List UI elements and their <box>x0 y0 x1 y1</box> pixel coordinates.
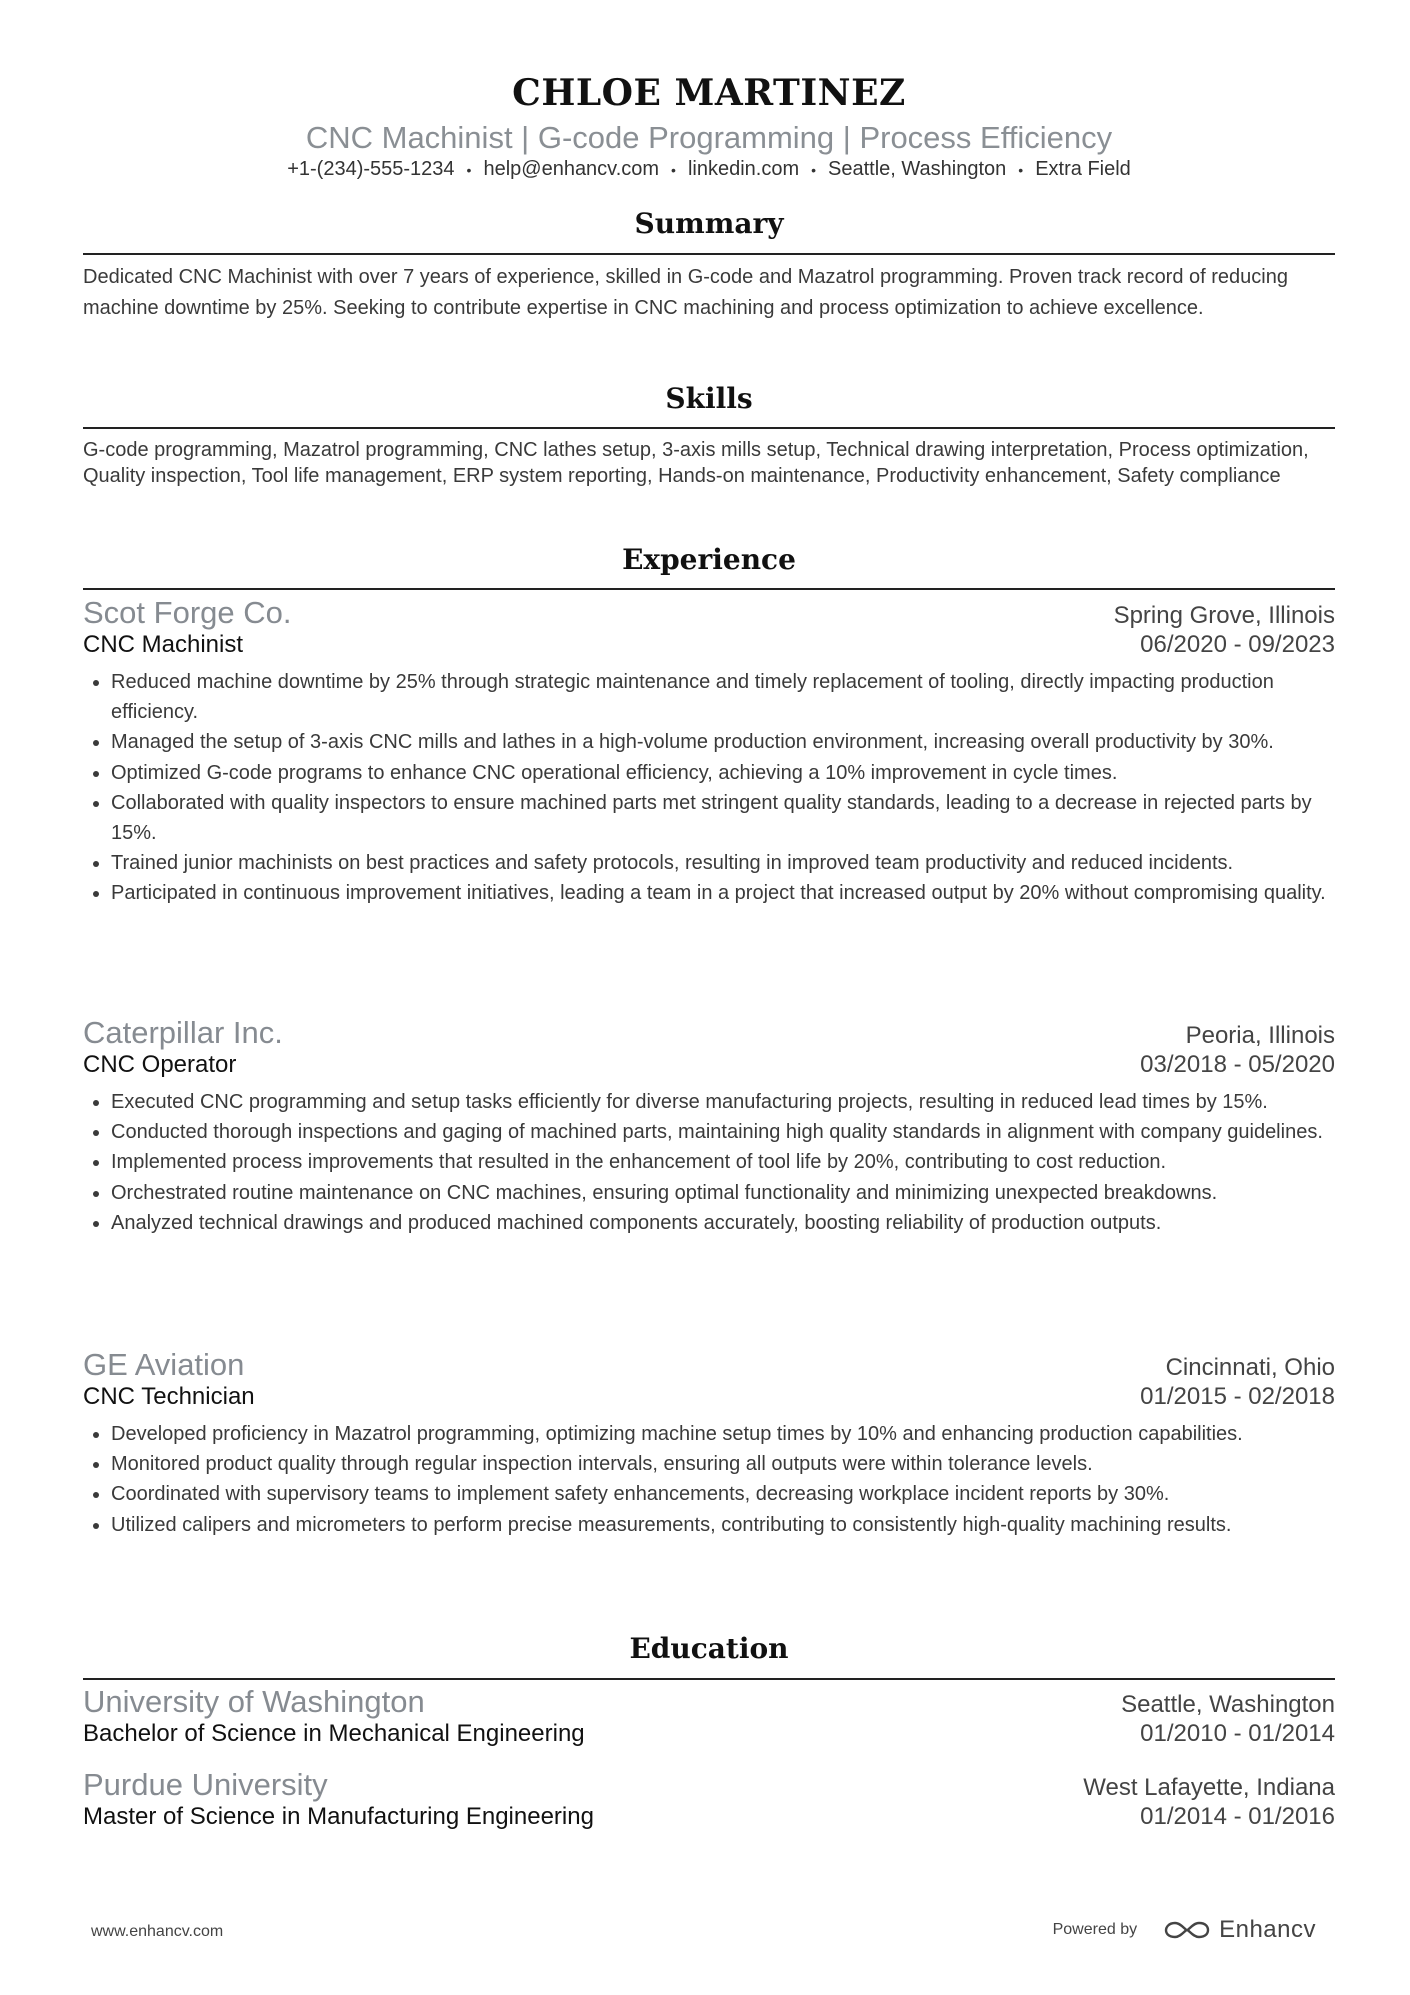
summary-divider <box>83 253 1335 255</box>
bullet-item: Collaborated with quality inspectors to ensure machined parts met stringent quality standards, leading to a decrease in rejected parts by 15%. <box>111 788 1335 848</box>
bullet-item: Conducted thorough inspections and gaging of machined parts, maintaining high quality standards in alignment with company guidelines. <box>111 1117 1335 1147</box>
footer-website-link[interactable]: www.enhancv.com <box>91 1923 224 1940</box>
job-dates: 01/2015 - 02/2018 <box>1140 1383 1335 1410</box>
education-dates: 01/2014 - 01/2016 <box>1140 1803 1335 1830</box>
bullet-item: Optimized G-code programs to enhance CNC operational efficiency, achieving a 10% improvement in cycle times. <box>111 758 1335 788</box>
school-location: West Lafayette, Indiana <box>1083 1774 1335 1801</box>
summary-text: Dedicated CNC Machinist with over 7 years of experience, skilled in G-code and Mazatrol programming. Proven track record of reducing machine downtime by 25%. Seeking to contribute expertise in CNC machining and process optimization to achieve excellence. <box>83 266 1288 319</box>
bullet-item: Participated in continuous improvement initiatives, leading a team in a project that increased output by 20% without compromising quality. <box>111 878 1335 908</box>
contact-phone[interactable]: +1-(234)-555-1234 <box>287 158 455 180</box>
contact-separator: • <box>1018 161 1024 178</box>
job-title: CNC Machinist <box>83 631 244 658</box>
bullet-item: Coordinated with supervisory teams to implement safety enhancements, decreasing workplace incident reports by 30%. <box>111 1479 1335 1509</box>
job-dates: 03/2018 - 05/2020 <box>1140 1051 1335 1078</box>
enhancv-infinity-logo-icon <box>1163 1918 1211 1942</box>
bullet-item: Implemented process improvements that resulted in the enhancement of tool life by 20%, contributing to cost reduction. <box>111 1147 1335 1177</box>
enhancv-logo-text: Enhancv <box>1219 1916 1316 1943</box>
experience-heading: Experience <box>622 543 796 576</box>
education-heading: Education <box>629 1632 789 1665</box>
headline: CNC Machinist | G-code Programming | Process Efficiency <box>305 120 1113 155</box>
job-bullets <box>83 1419 1335 1540</box>
contact-linkedin[interactable]: linkedin.com <box>687 158 800 180</box>
company-name: Caterpillar Inc. <box>83 1015 283 1050</box>
degree: Bachelor of Science in Mechanical Engineering <box>83 1720 585 1747</box>
education-divider <box>83 1678 1335 1680</box>
job-location: Peoria, Illinois <box>1185 1022 1335 1049</box>
contact-extra-field: Extra Field <box>1035 158 1131 180</box>
skills-divider <box>83 427 1335 429</box>
job-title: CNC Technician <box>83 1383 255 1410</box>
company-name: GE Aviation <box>83 1347 245 1382</box>
education-entry <box>83 1767 1335 1831</box>
school-name: University of Washington <box>83 1684 425 1719</box>
bullet-item: Orchestrated routine maintenance on CNC machines, ensuring optimal functionality and minimizing unexpected breakdowns. <box>111 1178 1335 1208</box>
job-bullets <box>83 667 1335 909</box>
enhancv-logo[interactable] <box>1163 1916 1316 1944</box>
skills-heading: Skills <box>665 382 753 415</box>
education-dates: 01/2010 - 01/2014 <box>1140 1720 1335 1747</box>
degree: Master of Science in Manufacturing Engineering <box>83 1803 594 1830</box>
contact-separator: • <box>466 161 472 178</box>
bullet-item: Reduced machine downtime by 25% through strategic maintenance and timely replacement of tooling, directly impacting production efficiency. <box>111 667 1335 727</box>
experience-divider <box>83 588 1335 590</box>
experience-entry <box>83 1015 1335 1238</box>
bullet-item: Analyzed technical drawings and produced machined components accurately, boosting reliability of production outputs. <box>111 1208 1335 1238</box>
education-entry <box>83 1684 1335 1748</box>
powered-by-label: Powered by <box>1052 1921 1138 1938</box>
school-name: Purdue University <box>83 1767 328 1802</box>
bullet-item: Trained junior machinists on best practices and safety protocols, resulting in improved team productivity and reduced incidents. <box>111 848 1335 878</box>
job-title: CNC Operator <box>83 1051 237 1078</box>
contact-separator: • <box>671 161 676 178</box>
skills-text: G-code programming, Mazatrol programming, CNC lathes setup, 3-axis mills setup, Technical drawing interpretation, Process optimization, Quality inspection, Tool life management, ERP system reporting, Hands-on maintenance, Productivity enhancement, Safety compliance <box>83 439 1309 487</box>
job-location: Cincinnati, Ohio <box>1165 1354 1335 1381</box>
candidate-name: CHLOE MARTINEZ <box>512 72 906 114</box>
bullet-item: Developed proficiency in Mazatrol programming, optimizing machine setup times by 10% and enhancing production capabilities. <box>111 1419 1335 1449</box>
footer-branding <box>1053 1916 1316 1944</box>
bullet-item: Monitored product quality through regular inspection intervals, ensuring all outputs were within tolerance levels. <box>111 1449 1335 1479</box>
job-dates: 06/2020 - 09/2023 <box>1140 631 1335 658</box>
company-name: Scot Forge Co. <box>83 595 292 630</box>
contact-email[interactable]: help@enhancv.com <box>483 158 660 180</box>
bullet-item: Utilized calipers and micrometers to perform precise measurements, contributing to consistently high-quality machining results. <box>111 1510 1335 1540</box>
summary-heading: Summary <box>634 207 784 240</box>
contact-line <box>83 158 1335 181</box>
school-location: Seattle, Washington <box>1121 1691 1335 1718</box>
job-location: Spring Grove, Illinois <box>1113 602 1335 629</box>
experience-entry <box>83 1347 1335 1540</box>
contact-separator: • <box>811 161 817 178</box>
bullet-item: Managed the setup of 3-axis CNC mills and lathes in a high-volume production environment, increasing overall productivity by 30%. <box>111 727 1335 757</box>
contact-location: Seattle, Washington <box>828 158 1007 180</box>
job-bullets <box>83 1087 1335 1238</box>
experience-entry <box>83 595 1335 909</box>
bullet-item: Executed CNC programming and setup tasks efficiently for diverse manufacturing projects, resulting in reduced lead times by 15%. <box>111 1087 1335 1117</box>
